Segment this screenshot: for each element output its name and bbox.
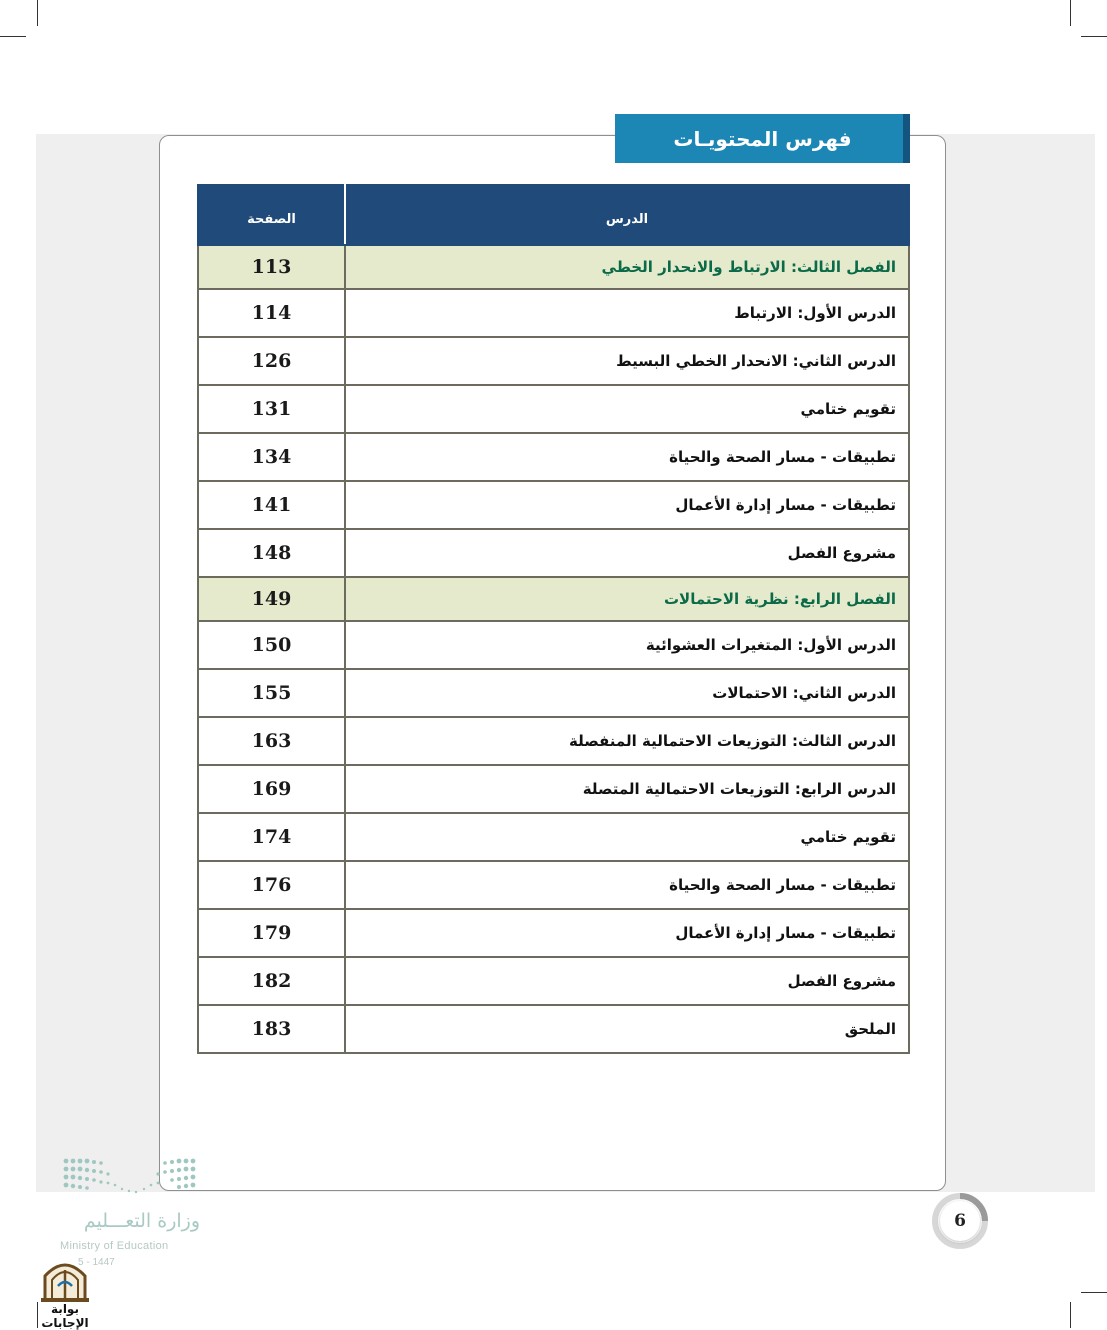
page-number-cell: 150 [198, 621, 345, 669]
lesson-title-cell[interactable]: تطبيقات - مسار الصحة والحياة [345, 861, 909, 909]
page-number-cell: 149 [198, 577, 345, 621]
table-row [198, 1005, 909, 1053]
page-number-cell: 114 [198, 289, 345, 337]
page-number-cell: 131 [198, 385, 345, 433]
table-row [198, 861, 909, 909]
lesson-title-cell[interactable]: الدرس الثالث: التوزيعات الاحتمالية المنفصلة [345, 717, 909, 765]
title-tab-edge [903, 114, 910, 163]
page-number-cell: 163 [198, 717, 345, 765]
lesson-title-cell[interactable]: مشروع الفصل [345, 529, 909, 577]
table-row [198, 481, 909, 529]
page-number-badge [931, 1192, 989, 1250]
page-number-cell: 183 [198, 1005, 345, 1053]
chapter-row [198, 577, 909, 621]
lesson-title-cell[interactable]: تطبيقات - مسار إدارة الأعمال [345, 909, 909, 957]
page-number-cell: 174 [198, 813, 345, 861]
lesson-title-cell[interactable]: الدرس الأول: الارتباط [345, 289, 909, 337]
page-number-cell: 169 [198, 765, 345, 813]
table-of-contents [197, 184, 910, 1054]
page-number-cell: 176 [198, 861, 345, 909]
chapter-row [198, 245, 909, 289]
crop-mark [37, 0, 38, 26]
table-row [198, 289, 909, 337]
page-title [615, 114, 910, 163]
table-row [198, 621, 909, 669]
page-title-text: فهرس المحتويـات [673, 126, 852, 151]
table-row [198, 717, 909, 765]
page-number-cell: 134 [198, 433, 345, 481]
ministry-name-arabic: وزارة التعـــليم [83, 1210, 200, 1232]
crop-mark [1070, 0, 1071, 26]
page-number-cell: 126 [198, 337, 345, 385]
lesson-title-cell[interactable]: تطبيقات - مسار إدارة الأعمال [345, 481, 909, 529]
chapter-title-cell[interactable]: الفصل الثالث: الارتباط والانحدار الخطي [345, 245, 909, 289]
table-row [198, 529, 909, 577]
table-body [198, 245, 909, 1053]
lesson-title-cell[interactable]: تقويم ختامي [345, 385, 909, 433]
page-number-cell: 148 [198, 529, 345, 577]
page-number: 6 [940, 1201, 980, 1241]
crop-mark [1081, 1292, 1107, 1293]
lesson-title-cell[interactable]: الدرس الثاني: الانحدار الخطي البسيط [345, 337, 909, 385]
lesson-title-cell[interactable]: الدرس الثاني: الاحتمالات [345, 669, 909, 717]
table-row [198, 813, 909, 861]
lesson-title-cell[interactable]: الدرس الأول: المتغيرات العشوائية [345, 621, 909, 669]
page-number-cell: 141 [198, 481, 345, 529]
edition-year: 5 - 1447 [78, 1257, 115, 1268]
page-number-cell: 179 [198, 909, 345, 957]
ministry-name-english: Ministry of Education [60, 1240, 169, 1252]
page-number-cell: 182 [198, 957, 345, 1005]
lesson-title-cell[interactable]: مشروع الفصل [345, 957, 909, 1005]
table-row [198, 669, 909, 717]
table-header-row [198, 185, 909, 245]
answers-portal-label: بوابة الإجابات [41, 1302, 89, 1330]
table-row [198, 433, 909, 481]
lesson-title-cell[interactable]: تطبيقات - مسار الصحة والحياة [345, 433, 909, 481]
column-header-page: الصفحة [198, 185, 345, 245]
lesson-title-cell[interactable]: الملحق [345, 1005, 909, 1053]
lesson-title-cell[interactable]: الدرس الرابع: التوزيعات الاحتمالية المتصلة [345, 765, 909, 813]
column-header-lesson: الدرس [345, 185, 909, 245]
page-number-cell: 113 [198, 245, 345, 289]
crop-mark [1081, 36, 1107, 37]
crop-mark [1070, 1302, 1071, 1328]
lesson-title-cell[interactable]: تقويم ختامي [345, 813, 909, 861]
table-row [198, 385, 909, 433]
page-number-cell: 155 [198, 669, 345, 717]
ministry-logo-dots-icon [62, 1156, 197, 1196]
table-row [198, 957, 909, 1005]
crop-mark [0, 36, 26, 37]
table-row [198, 337, 909, 385]
chapter-title-cell[interactable]: الفصل الرابع: نظرية الاحتمالات [345, 577, 909, 621]
table-row [198, 765, 909, 813]
table-row [198, 909, 909, 957]
